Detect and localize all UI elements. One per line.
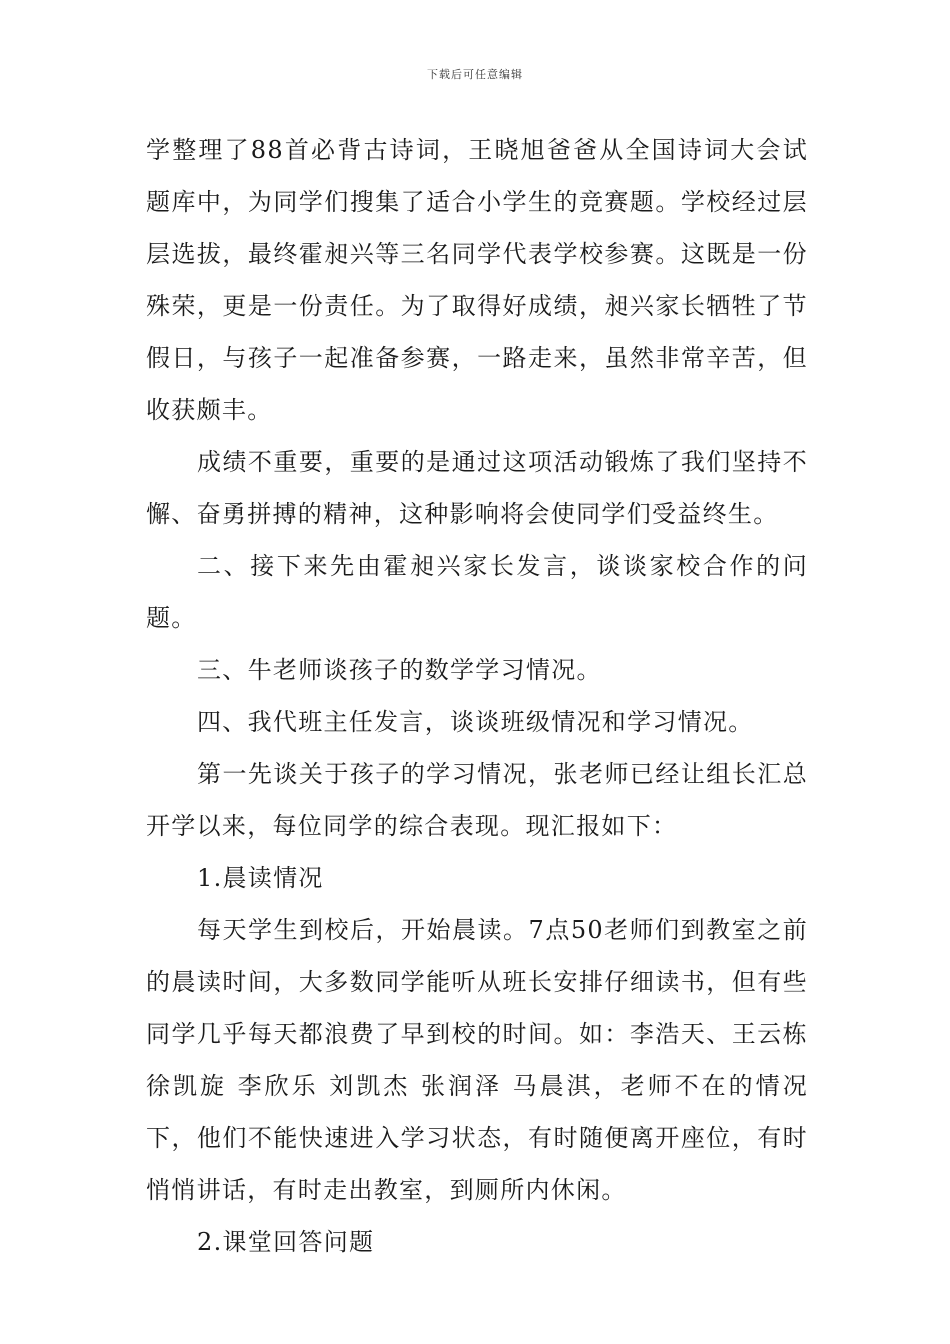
agenda-item-two: 二、接下来先由霍昶兴家长发言，谈谈家校合作的问题。	[146, 552, 808, 632]
paragraph-learning-overview: 第一先谈关于孩子的学习情况，张老师已经让组长汇总开学以来，每位同学的综合表现。现汇报如下：	[146, 760, 808, 840]
section-heading-morning-reading: 1.晨读情况	[197, 864, 324, 892]
paragraph-results: 成绩不重要，重要的是通过这项活动锻炼了我们坚持不懈、奋勇拼搏的精神，这种影响将会使同学们受益终生。	[146, 448, 808, 528]
section-heading-class-answers: 2.课堂回答问题	[197, 1228, 375, 1256]
agenda-item-four: 四、我代班主任发言，谈谈班级情况和学习情况。	[197, 708, 754, 736]
paragraph-morning-reading: 每天学生到校后，开始晨读。7点50老师们到教室之前的晨读时间，大多数同学能听从班长安排仔细读书，但有些同学几乎每天都浪费了早到校的时间。如：李浩天、王云栋 徐凯旋 李欣乐 刘凯杰 张润泽 马晨淇，老师不在的情况下，他们不能快速进入学习状态，有时随便离开座位，有时悄悄讲话，有时走出教室，到厕所内休闲。	[146, 916, 808, 1204]
document-body	[146, 124, 808, 1268]
agenda-item-three: 三、牛老师谈孩子的数学学习情况。	[197, 656, 602, 684]
page-header-note: 下载后可任意编辑	[427, 68, 523, 81]
paragraph-continued: 学整理了88首必背古诗词，王晓旭爸爸从全国诗词大会试题库中，为同学们搜集了适合小学生的竞赛题。学校经过层层选拔，最终霍昶兴等三名同学代表学校参赛。这既是一份殊荣，更是一份责任。为了取得好成绩，昶兴家长牺牲了节假日，与孩子一起准备参赛，一路走来，虽然非常辛苦，但收获颇丰。	[146, 136, 808, 424]
